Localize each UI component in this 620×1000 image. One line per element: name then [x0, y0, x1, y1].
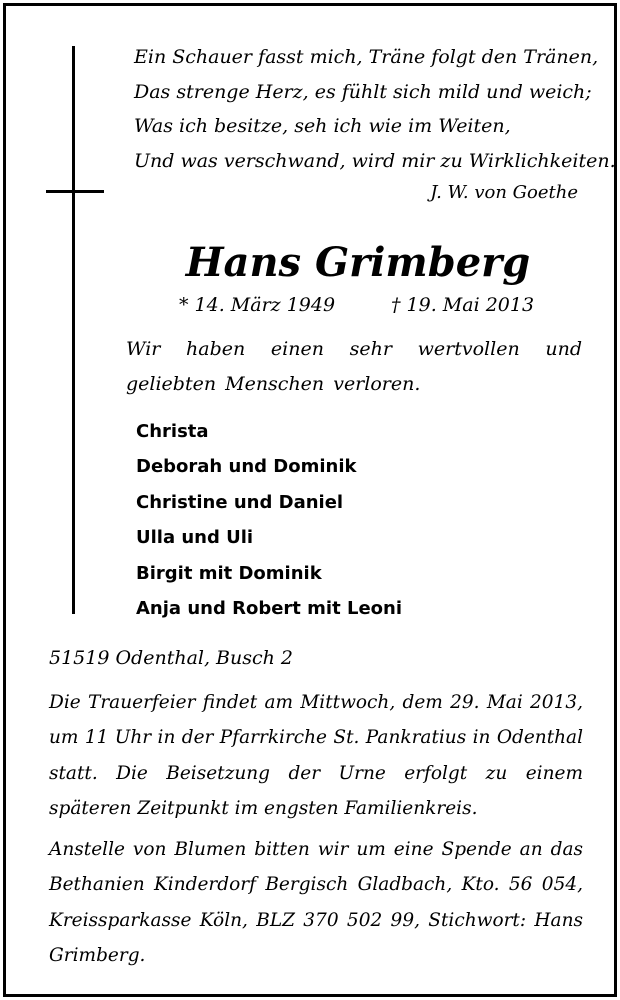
birth-date: * 14. März 1949: [179, 294, 336, 316]
poem-line: Was ich besitze, seh ich wie im Weiten,: [134, 115, 511, 137]
mourner-name: Deborah und Dominik: [136, 456, 357, 478]
cross-symbol-vertical: [72, 46, 75, 614]
obituary-frame: [3, 3, 617, 997]
death-date: † 19. Mai 2013: [391, 294, 535, 316]
loss-statement: Wir haben einen sehr wertvollen und geliebten Menschen verloren.: [126, 338, 582, 395]
mourner-name: Ulla und Uli: [136, 527, 254, 549]
mourners-list: [136, 414, 402, 626]
poem-line: Und was verschwand, wird mir zu Wirklichkeiten.: [134, 149, 616, 172]
poem: [134, 40, 616, 178]
deceased-name: Hans Grimberg: [185, 239, 531, 286]
poem-line: Das strenge Herz, es fühlt sich mild und weich;: [134, 80, 592, 103]
poem-line: Ein Schauer fasst mich, Träne folgt den Tränen,: [134, 46, 599, 68]
cross-symbol-horizontal: [46, 190, 104, 193]
address: 51519 Odenthal, Busch 2: [49, 647, 294, 669]
mourner-name: Anja und Robert mit Leoni: [136, 598, 403, 620]
mourner-name: Birgit mit Dominik: [136, 562, 322, 584]
funeral-notice: Die Trauerfeier findet am Mittwoch, dem 29. Mai 2013, um 11 Uhr in der Pfarrkirche St. Pankratius in Odenthal statt. Die Beisetzung der Urne erfolgt zu einem späteren Zeitpunkt im engsten Familienkreis.: [49, 692, 583, 820]
donation-notice: Anstelle von Blumen bitten wir um eine Spende an das Bethanien Kinderdorf Bergisch Gladbach, Kto. 56 054, Kreissparkasse Köln, BLZ 370 502 99, Stichwort: Hans Grimberg.: [49, 839, 583, 967]
mourner-name: Christa: [136, 421, 209, 442]
poem-author: J. W. von Goethe: [430, 182, 578, 203]
mourner-name: Christine und Daniel: [136, 491, 344, 513]
